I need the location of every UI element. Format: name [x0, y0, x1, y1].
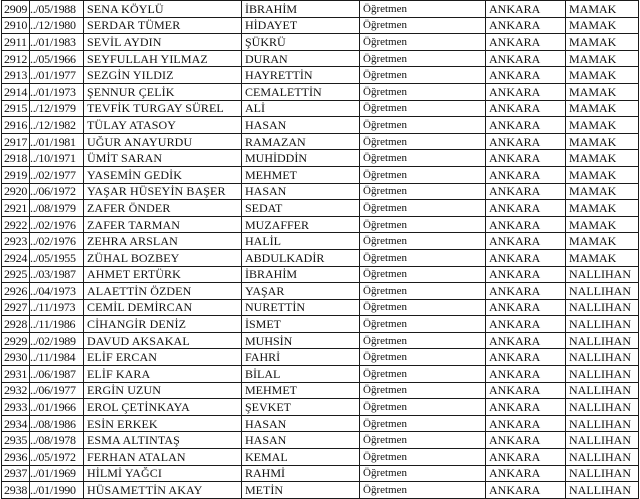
row-number-cell: 2937	[2, 465, 30, 482]
full-name-cell: UĞUR ANAYURDU	[84, 133, 242, 150]
birth-date-cell: ../01/1990	[30, 482, 84, 499]
occupation-cell: Öğretmen	[360, 415, 486, 432]
district-cell: NALLIHAN	[566, 399, 639, 416]
father-name-cell: MEHMET	[242, 166, 360, 183]
city-cell: ANKARA	[486, 465, 566, 482]
city-cell: ANKARA	[486, 266, 566, 283]
district-cell: MAMAK	[566, 216, 639, 233]
full-name-cell: TÜLAY ATASOY	[84, 117, 242, 134]
city-cell: ANKARA	[486, 34, 566, 51]
occupation-cell: Öğretmen	[360, 366, 486, 383]
table-body	[2, 1, 639, 499]
district-cell: NALLIHAN	[566, 366, 639, 383]
full-name-cell: ŞENNUR ÇELİK	[84, 83, 242, 100]
full-name-cell: ESMA ALTINTAŞ	[84, 432, 242, 449]
table-row	[2, 17, 639, 34]
city-cell: ANKARA	[486, 17, 566, 34]
full-name-cell: YASEMİN GEDİK	[84, 166, 242, 183]
row-number-cell: 2931	[2, 366, 30, 383]
district-cell: NALLIHAN	[566, 482, 639, 499]
city-cell: ANKARA	[486, 117, 566, 134]
occupation-cell: Öğretmen	[360, 100, 486, 117]
city-cell: ANKARA	[486, 100, 566, 117]
occupation-cell: Öğretmen	[360, 332, 486, 349]
row-number-cell: 2922	[2, 216, 30, 233]
birth-date-cell: ../05/1972	[30, 449, 84, 466]
full-name-cell: ZAFER TARMAN	[84, 216, 242, 233]
row-number-cell: 2923	[2, 233, 30, 250]
father-name-cell: HASAN	[242, 183, 360, 200]
father-name-cell: ALİ	[242, 100, 360, 117]
city-cell: ANKARA	[486, 316, 566, 333]
row-number-cell: 2909	[2, 1, 30, 18]
city-cell: ANKARA	[486, 482, 566, 499]
table-row	[2, 465, 639, 482]
full-name-cell: EROL ÇETİNKAYA	[84, 399, 242, 416]
father-name-cell: RAMAZAN	[242, 133, 360, 150]
row-number-cell: 2912	[2, 50, 30, 67]
occupation-cell: Öğretmen	[360, 482, 486, 499]
full-name-cell: CEMİL DEMİRCAN	[84, 299, 242, 316]
city-cell: ANKARA	[486, 299, 566, 316]
birth-date-cell: ../08/1979	[30, 200, 84, 217]
city-cell: ANKARA	[486, 133, 566, 150]
full-name-cell: ZÜHAL BOZBEY	[84, 249, 242, 266]
district-cell: MAMAK	[566, 50, 639, 67]
father-name-cell: HASAN	[242, 117, 360, 134]
father-name-cell: HAYRETTİN	[242, 67, 360, 84]
row-number-cell: 2928	[2, 316, 30, 333]
district-cell: MAMAK	[566, 100, 639, 117]
occupation-cell: Öğretmen	[360, 67, 486, 84]
district-cell: MAMAK	[566, 1, 639, 18]
birth-date-cell: ../01/1969	[30, 465, 84, 482]
table-row	[2, 382, 639, 399]
full-name-cell: FERHAN ATALAN	[84, 449, 242, 466]
city-cell: ANKARA	[486, 166, 566, 183]
row-number-cell: 2910	[2, 17, 30, 34]
father-name-cell: DURAN	[242, 50, 360, 67]
birth-date-cell: ../08/1978	[30, 432, 84, 449]
city-cell: ANKARA	[486, 432, 566, 449]
full-name-cell: TEVFİK TURGAY SÜREL	[84, 100, 242, 117]
row-number-cell: 2921	[2, 200, 30, 217]
district-cell: NALLIHAN	[566, 283, 639, 300]
father-name-cell: CEMALETTİN	[242, 83, 360, 100]
father-name-cell: MUHSİN	[242, 332, 360, 349]
father-name-cell: NURETTİN	[242, 299, 360, 316]
district-cell: NALLIHAN	[566, 349, 639, 366]
birth-date-cell: ../03/1987	[30, 266, 84, 283]
city-cell: ANKARA	[486, 200, 566, 217]
birth-date-cell: ../08/1986	[30, 415, 84, 432]
occupation-cell: Öğretmen	[360, 17, 486, 34]
father-name-cell: ŞEVKET	[242, 399, 360, 416]
father-name-cell: HİDAYET	[242, 17, 360, 34]
district-cell: NALLIHAN	[566, 332, 639, 349]
table-row	[2, 266, 639, 283]
table-row	[2, 67, 639, 84]
father-name-cell: BİLAL	[242, 366, 360, 383]
occupation-cell: Öğretmen	[360, 83, 486, 100]
table-row	[2, 349, 639, 366]
row-number-cell: 2925	[2, 266, 30, 283]
occupation-cell: Öğretmen	[360, 117, 486, 134]
birth-date-cell: ../12/1982	[30, 117, 84, 134]
row-number-cell: 2919	[2, 166, 30, 183]
row-number-cell: 2930	[2, 349, 30, 366]
birth-date-cell: ../01/1983	[30, 34, 84, 51]
row-number-cell: 2933	[2, 399, 30, 416]
occupation-cell: Öğretmen	[360, 316, 486, 333]
occupation-cell: Öğretmen	[360, 183, 486, 200]
father-name-cell: İBRAHİM	[242, 266, 360, 283]
district-cell: MAMAK	[566, 233, 639, 250]
birth-date-cell: ../02/1989	[30, 332, 84, 349]
row-number-cell: 2932	[2, 382, 30, 399]
table-row	[2, 316, 639, 333]
row-number-cell: 2911	[2, 34, 30, 51]
table-row	[2, 117, 639, 134]
birth-date-cell: ../05/1955	[30, 249, 84, 266]
district-cell: NALLIHAN	[566, 465, 639, 482]
occupation-cell: Öğretmen	[360, 133, 486, 150]
occupation-cell: Öğretmen	[360, 432, 486, 449]
district-cell: NALLIHAN	[566, 449, 639, 466]
birth-date-cell: ../05/1988	[30, 1, 84, 18]
city-cell: ANKARA	[486, 366, 566, 383]
district-cell: MAMAK	[566, 150, 639, 167]
table-row	[2, 50, 639, 67]
birth-date-cell: ../12/1979	[30, 100, 84, 117]
full-name-cell: ZAFER ÖNDER	[84, 200, 242, 217]
row-number-cell: 2918	[2, 150, 30, 167]
table-row	[2, 233, 639, 250]
table-row	[2, 216, 639, 233]
table-row	[2, 449, 639, 466]
district-cell: NALLIHAN	[566, 415, 639, 432]
birth-date-cell: ../05/1966	[30, 50, 84, 67]
birth-date-cell: ../01/1981	[30, 133, 84, 150]
full-name-cell: HİLMİ YAĞCI	[84, 465, 242, 482]
table-row	[2, 183, 639, 200]
table-row	[2, 200, 639, 217]
occupation-cell: Öğretmen	[360, 216, 486, 233]
district-cell: NALLIHAN	[566, 382, 639, 399]
district-cell: MAMAK	[566, 200, 639, 217]
row-number-cell: 2920	[2, 183, 30, 200]
birth-date-cell: ../06/1987	[30, 366, 84, 383]
city-cell: ANKARA	[486, 249, 566, 266]
full-name-cell: SENA KÖYLÜ	[84, 1, 242, 18]
occupation-cell: Öğretmen	[360, 399, 486, 416]
district-cell: MAMAK	[566, 17, 639, 34]
table-row	[2, 100, 639, 117]
row-number-cell: 2916	[2, 117, 30, 134]
birth-date-cell: ../11/1973	[30, 299, 84, 316]
occupation-cell: Öğretmen	[360, 50, 486, 67]
full-name-cell: SEZGİN YILDIZ	[84, 67, 242, 84]
row-number-cell: 2913	[2, 67, 30, 84]
district-cell: MAMAK	[566, 67, 639, 84]
father-name-cell: KEMAL	[242, 449, 360, 466]
full-name-cell: ESİN ERKEK	[84, 415, 242, 432]
table-row	[2, 432, 639, 449]
district-cell: NALLIHAN	[566, 299, 639, 316]
city-cell: ANKARA	[486, 382, 566, 399]
row-number-cell: 2935	[2, 432, 30, 449]
table-row	[2, 482, 639, 499]
full-name-cell: ERGİN UZUN	[84, 382, 242, 399]
birth-date-cell: ../02/1976	[30, 216, 84, 233]
full-name-cell: HÜSAMETTİN AKAY	[84, 482, 242, 499]
occupation-cell: Öğretmen	[360, 449, 486, 466]
occupation-cell: Öğretmen	[360, 382, 486, 399]
row-number-cell: 2929	[2, 332, 30, 349]
district-cell: MAMAK	[566, 34, 639, 51]
city-cell: ANKARA	[486, 50, 566, 67]
table-row	[2, 150, 639, 167]
city-cell: ANKARA	[486, 449, 566, 466]
full-name-cell: ÜMİT SARAN	[84, 150, 242, 167]
father-name-cell: ŞÜKRÜ	[242, 34, 360, 51]
row-number-cell: 2934	[2, 415, 30, 432]
district-cell: NALLIHAN	[566, 316, 639, 333]
occupation-cell: Öğretmen	[360, 1, 486, 18]
city-cell: ANKARA	[486, 332, 566, 349]
row-number-cell: 2926	[2, 283, 30, 300]
district-cell: MAMAK	[566, 166, 639, 183]
father-name-cell: HASAN	[242, 415, 360, 432]
city-cell: ANKARA	[486, 1, 566, 18]
occupation-cell: Öğretmen	[360, 150, 486, 167]
table-row	[2, 399, 639, 416]
occupation-cell: Öğretmen	[360, 34, 486, 51]
city-cell: ANKARA	[486, 150, 566, 167]
city-cell: ANKARA	[486, 183, 566, 200]
father-name-cell: MUZAFFER	[242, 216, 360, 233]
birth-date-cell: ../01/1973	[30, 83, 84, 100]
occupation-cell: Öğretmen	[360, 200, 486, 217]
table-row	[2, 133, 639, 150]
district-cell: MAMAK	[566, 83, 639, 100]
row-number-cell: 2936	[2, 449, 30, 466]
father-name-cell: İSMET	[242, 316, 360, 333]
full-name-cell: ELİF KARA	[84, 366, 242, 383]
birth-date-cell: ../11/1986	[30, 316, 84, 333]
birth-date-cell: ../02/1976	[30, 233, 84, 250]
occupation-cell: Öğretmen	[360, 349, 486, 366]
row-number-cell: 2927	[2, 299, 30, 316]
birth-date-cell: ../11/1984	[30, 349, 84, 366]
city-cell: ANKARA	[486, 283, 566, 300]
birth-date-cell: ../12/1980	[30, 17, 84, 34]
father-name-cell: MUHİDDİN	[242, 150, 360, 167]
table-row	[2, 366, 639, 383]
full-name-cell: ALAETTİN ÖZDEN	[84, 283, 242, 300]
row-number-cell: 2938	[2, 482, 30, 499]
city-cell: ANKARA	[486, 233, 566, 250]
city-cell: ANKARA	[486, 83, 566, 100]
full-name-cell: AHMET ERTÜRK	[84, 266, 242, 283]
city-cell: ANKARA	[486, 415, 566, 432]
birth-date-cell: ../06/1977	[30, 382, 84, 399]
table-row	[2, 283, 639, 300]
row-number-cell: 2917	[2, 133, 30, 150]
district-cell: NALLIHAN	[566, 266, 639, 283]
birth-date-cell: ../02/1977	[30, 166, 84, 183]
table-row	[2, 1, 639, 18]
district-cell: MAMAK	[566, 117, 639, 134]
occupation-cell: Öğretmen	[360, 266, 486, 283]
table-row	[2, 34, 639, 51]
occupation-cell: Öğretmen	[360, 283, 486, 300]
father-name-cell: MEHMET	[242, 382, 360, 399]
table-row	[2, 249, 639, 266]
birth-date-cell: ../01/1977	[30, 67, 84, 84]
occupation-cell: Öğretmen	[360, 166, 486, 183]
father-name-cell: METİN	[242, 482, 360, 499]
father-name-cell: ABDULKADİR	[242, 249, 360, 266]
father-name-cell: HALİL	[242, 233, 360, 250]
table-row	[2, 299, 639, 316]
row-number-cell: 2914	[2, 83, 30, 100]
table-row	[2, 83, 639, 100]
occupation-cell: Öğretmen	[360, 249, 486, 266]
city-cell: ANKARA	[486, 349, 566, 366]
father-name-cell: HASAN	[242, 432, 360, 449]
district-cell: MAMAK	[566, 249, 639, 266]
full-name-cell: SEVİL AYDIN	[84, 34, 242, 51]
full-name-cell: DAVUD AKSAKAL	[84, 332, 242, 349]
birth-date-cell: ../04/1973	[30, 283, 84, 300]
occupation-cell: Öğretmen	[360, 465, 486, 482]
full-name-cell: YAŞAR HÜSEYİN BAŞER	[84, 183, 242, 200]
district-cell: NALLIHAN	[566, 432, 639, 449]
row-number-cell: 2924	[2, 249, 30, 266]
birth-date-cell: ../10/1971	[30, 150, 84, 167]
city-cell: ANKARA	[486, 67, 566, 84]
full-name-cell: ELİF ERCAN	[84, 349, 242, 366]
table-row	[2, 332, 639, 349]
city-cell: ANKARA	[486, 399, 566, 416]
father-name-cell: FAHRİ	[242, 349, 360, 366]
father-name-cell: RAHMİ	[242, 465, 360, 482]
father-name-cell: YAŞAR	[242, 283, 360, 300]
full-name-cell: ZEHRA ARSLAN	[84, 233, 242, 250]
father-name-cell: İBRAHİM	[242, 1, 360, 18]
birth-date-cell: ../06/1972	[30, 183, 84, 200]
father-name-cell: SEDAT	[242, 200, 360, 217]
table-row	[2, 166, 639, 183]
district-cell: MAMAK	[566, 133, 639, 150]
occupation-cell: Öğretmen	[360, 233, 486, 250]
table-row	[2, 415, 639, 432]
full-name-cell: CİHANGİR DENİZ	[84, 316, 242, 333]
occupation-cell: Öğretmen	[360, 299, 486, 316]
full-name-cell: SERDAR TÜMER	[84, 17, 242, 34]
birth-date-cell: ../01/1966	[30, 399, 84, 416]
district-cell: MAMAK	[566, 183, 639, 200]
personnel-table	[1, 0, 639, 499]
city-cell: ANKARA	[486, 216, 566, 233]
full-name-cell: SEYFULLAH YILMAZ	[84, 50, 242, 67]
row-number-cell: 2915	[2, 100, 30, 117]
